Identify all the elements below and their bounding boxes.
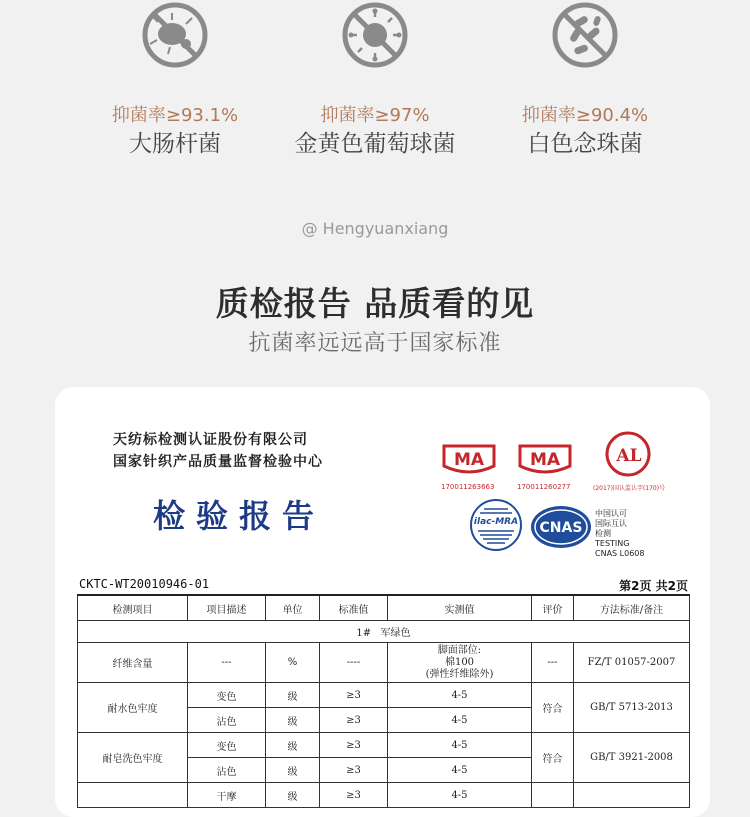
cell-standard: ---- (320, 643, 388, 683)
col-header: 标准值 (320, 595, 388, 621)
stat-e-coli (65, 0, 285, 160)
antibacterial-stats (0, 0, 750, 170)
ma-seal-icon (440, 442, 498, 480)
cell-method (574, 783, 690, 808)
stat-rate: 抑菌率≥90.4% (521, 105, 649, 126)
col-header: 项目描述 (188, 595, 266, 621)
cal-reg-no: (2017)国认监认字(170)号 (593, 485, 666, 492)
cnas-seal-icon (529, 503, 593, 555)
col-header: 评价 (532, 595, 574, 621)
cnas-line: CNAS L0608 (595, 549, 645, 558)
cell-result: 4-5 (388, 708, 532, 733)
page-title: 质检报告 品质看的见 (215, 284, 535, 323)
report-table (77, 594, 690, 808)
cell-eval (532, 783, 574, 808)
cell-standard: ≥3 (320, 683, 388, 708)
cell-eval: --- (532, 643, 574, 683)
org-name: 天纺标检测认证股份有限公司 (113, 432, 308, 448)
cell-result: 4-5 (388, 733, 532, 758)
virus-icon (330, 0, 420, 90)
bacilli-icon (540, 0, 630, 90)
cell-unit: 级 (266, 683, 320, 708)
ilac-mark: ilac-MRA (473, 517, 519, 527)
table-header-row (78, 595, 690, 621)
cell-eval: 符合 (532, 683, 574, 733)
cal-seal-icon (600, 429, 656, 483)
page-subtitle: 抗菌率远远高于国家标准 (248, 331, 502, 356)
cell-result: 4-5 (388, 783, 532, 808)
table-row (78, 783, 690, 808)
cnas-line: 国际互认 (595, 519, 627, 528)
col-header: 单位 (266, 595, 320, 621)
cell-method: FZ/T 01057-2007 (574, 643, 690, 683)
page-info: 第2页 共2页 (619, 579, 688, 593)
cell-standard: ≥3 (320, 783, 388, 808)
cnas-line: 检测 (595, 529, 611, 538)
stat-staphylococcus (265, 0, 485, 160)
cell-method: GB/T 3921-2008 (574, 733, 690, 783)
cell-method: GB/T 5713-2013 (574, 683, 690, 733)
stat-name: 金黄色葡萄球菌 (294, 131, 456, 157)
cell-desc: 变色 (188, 683, 266, 708)
inspection-report-card (55, 387, 710, 817)
ma-mark: MA (529, 450, 561, 470)
cell-item: 纤维含量 (78, 643, 188, 683)
ma-seal-icon (516, 442, 574, 480)
result-line: (弹性纤维除外) (425, 668, 494, 680)
report-number: CKTC-WT20010946-01 (79, 577, 210, 591)
result-line: 棉100 (444, 656, 475, 668)
cell-desc: 沾色 (188, 758, 266, 783)
stat-rate: 抑菌率≥93.1% (111, 105, 239, 126)
cell-desc: 沾色 (188, 708, 266, 733)
cell-desc: --- (188, 643, 266, 683)
cnas-text-block (595, 509, 644, 559)
table-row (78, 733, 690, 758)
cell-unit: 级 (266, 733, 320, 758)
ma-mark: MA (453, 450, 485, 470)
stat-name: 大肠杆菌 (129, 131, 221, 157)
cell-item: 耐水色牢度 (78, 683, 188, 733)
cell-desc: 变色 (188, 733, 266, 758)
ma-reg-no: 170011263663 (441, 483, 495, 491)
cnas-mark: CNAS (539, 520, 583, 536)
cell-item (78, 783, 188, 808)
ilac-mra-icon (468, 497, 524, 557)
table-section-row (78, 621, 690, 643)
cell-eval: 符合 (532, 733, 574, 783)
cell-standard: ≥3 (320, 758, 388, 783)
cell-item: 耐皂洗色牢度 (78, 733, 188, 783)
ma-reg-no: 170011260277 (517, 483, 571, 491)
stat-name: 白色念珠菌 (527, 131, 643, 157)
bacteria-icon (130, 0, 220, 90)
col-header: 方法标准/备注 (574, 595, 690, 621)
result-line: 脚面部位: (437, 644, 482, 656)
report-title: 检验报告 (153, 497, 326, 535)
cell-unit: 级 (266, 758, 320, 783)
table-row (78, 683, 690, 708)
stat-rate: 抑菌率≥97% (320, 105, 430, 126)
section-label (78, 621, 690, 643)
cell-unit: 级 (266, 708, 320, 733)
table-row (78, 643, 690, 683)
cell-unit: % (266, 643, 320, 683)
cell-desc: 干摩 (188, 783, 266, 808)
cal-mark: AL (616, 446, 642, 466)
watermark: @ Hengyuanxiang (301, 219, 449, 238)
cell-standard: ≥3 (320, 733, 388, 758)
cell-result: 4-5 (388, 683, 532, 708)
col-header: 检测项目 (78, 595, 188, 621)
section-no: 1# (356, 628, 372, 639)
section-color: 军绿色 (380, 628, 411, 639)
cell-unit: 级 (266, 783, 320, 808)
org-center: 国家针织产品质量监督检验中心 (113, 454, 323, 470)
cell-result: 4-5 (388, 758, 532, 783)
cell-standard: ≥3 (320, 708, 388, 733)
cell-result (388, 643, 532, 683)
cnas-line: TESTING (595, 539, 630, 548)
col-header: 实测值 (388, 595, 532, 621)
cnas-line: 中国认可 (595, 509, 627, 518)
stat-candida (475, 0, 695, 160)
